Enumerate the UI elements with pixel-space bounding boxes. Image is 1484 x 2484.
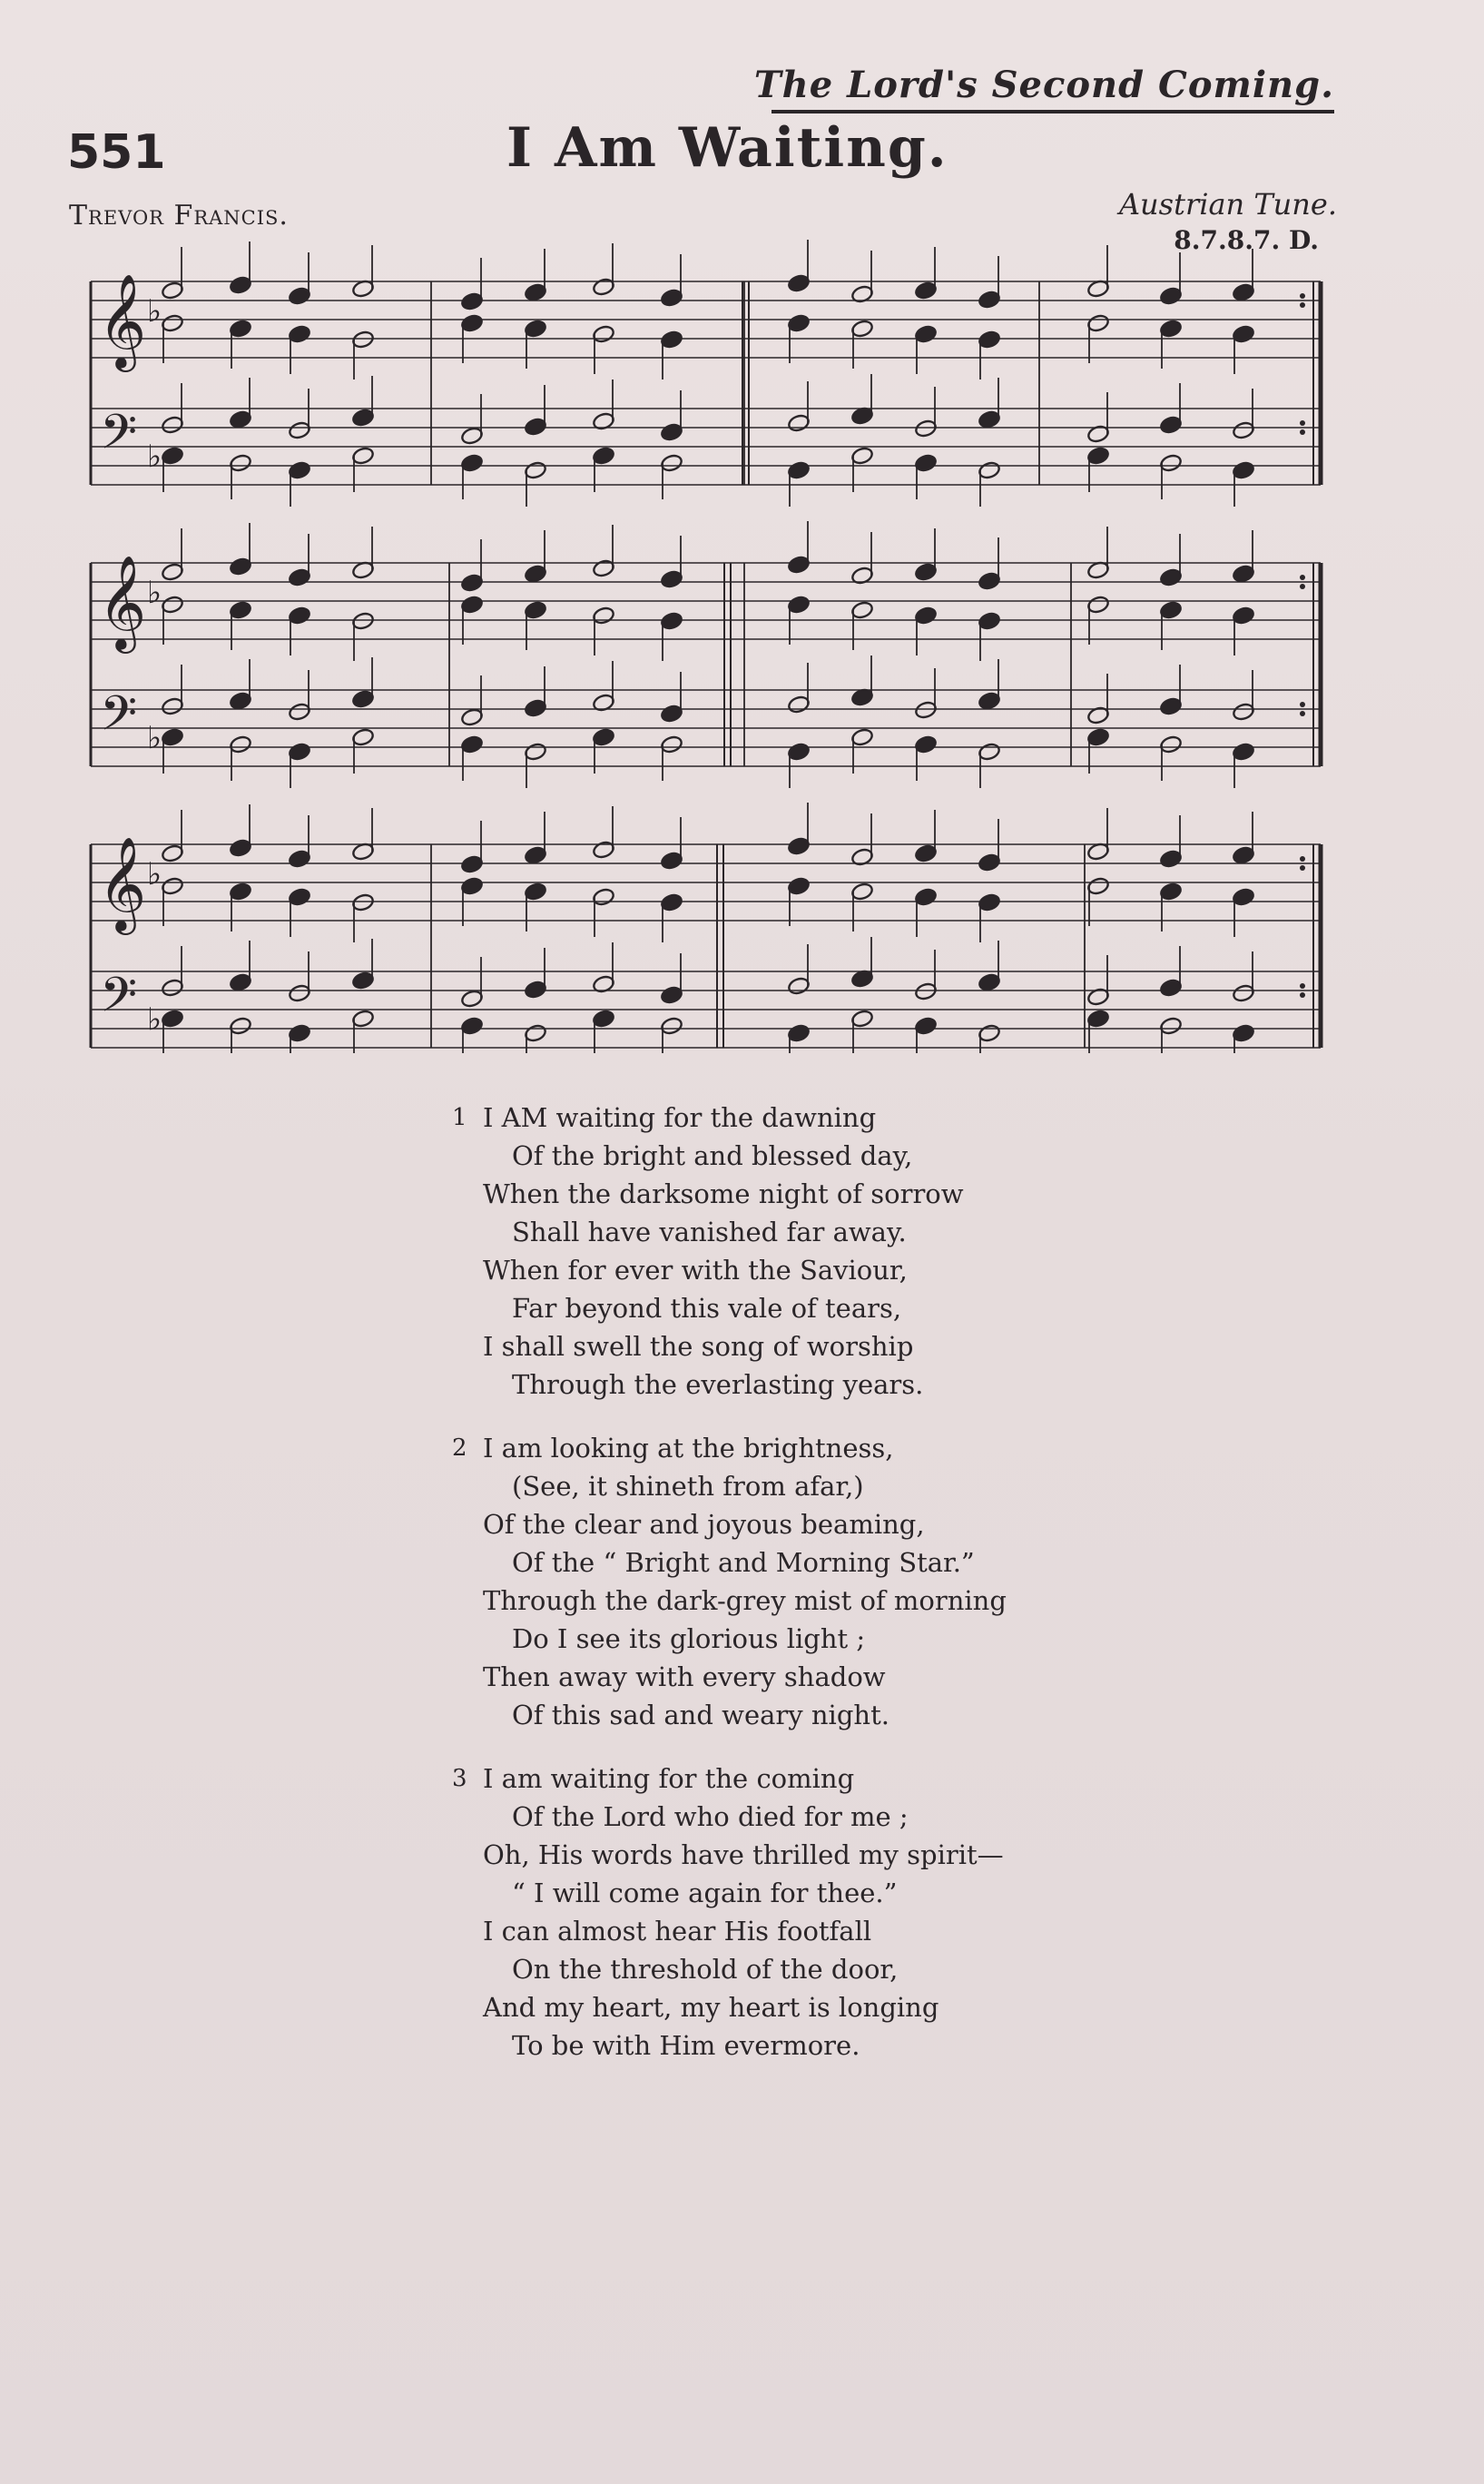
note-head xyxy=(460,707,484,727)
verse-line: Through the dark-grey mist of morning xyxy=(483,1585,1007,1616)
note-head xyxy=(229,1016,252,1036)
note-head xyxy=(787,595,811,615)
note-head xyxy=(1159,319,1183,339)
score-system xyxy=(91,240,1321,507)
note-head xyxy=(914,562,938,582)
verse-line: Far beyond this vale of tears, xyxy=(512,1293,902,1324)
verse-line: To be with Him evermore. xyxy=(512,2030,860,2061)
note-head xyxy=(660,1016,683,1036)
note-head xyxy=(1232,1023,1255,1043)
note-head xyxy=(1159,1016,1183,1036)
verse-line: Oh, His words have thrilled my spirit— xyxy=(483,1839,1004,1870)
verse-line: I shall swell the song of worship xyxy=(483,1331,914,1362)
note-head xyxy=(1086,876,1110,896)
note-head xyxy=(787,976,811,996)
verse-number: 2 xyxy=(452,1434,467,1462)
note-head xyxy=(1232,983,1255,1003)
verse-line: Then away with every shadow xyxy=(483,1661,886,1692)
note-head xyxy=(161,696,184,716)
verse-number: 3 xyxy=(452,1765,467,1792)
note-head xyxy=(351,330,375,350)
note-head xyxy=(460,1016,484,1036)
note-head xyxy=(524,698,547,718)
note-head xyxy=(1232,606,1255,626)
note-head xyxy=(787,742,811,762)
note-head xyxy=(978,290,1001,310)
note-head xyxy=(787,460,811,480)
note-head xyxy=(592,446,615,466)
note-head xyxy=(1159,453,1183,473)
note-head xyxy=(850,727,874,747)
verse-line: And my heart, my heart is longing xyxy=(483,1992,939,2023)
note-head xyxy=(660,611,683,631)
note-head xyxy=(524,564,547,584)
note-head xyxy=(660,851,683,871)
note-head xyxy=(1232,420,1255,440)
note-head xyxy=(288,887,311,907)
verse-line: “ I will come again for thee.” xyxy=(512,1878,898,1908)
repeat-dot xyxy=(1300,429,1305,435)
verse-3 xyxy=(452,1760,1007,2065)
score-systems xyxy=(91,240,1321,1053)
note-head xyxy=(1086,313,1110,333)
repeat-dot xyxy=(1300,584,1305,589)
note-head xyxy=(1159,882,1183,902)
note-head xyxy=(1232,324,1255,344)
note-head xyxy=(660,330,683,350)
note-head xyxy=(660,985,683,1005)
repeat-dot xyxy=(1300,711,1305,716)
note-head xyxy=(229,838,252,858)
note-head xyxy=(914,734,938,754)
note-head xyxy=(1159,567,1183,587)
note-head xyxy=(978,972,1001,992)
note-head xyxy=(592,606,615,626)
note-head xyxy=(1232,887,1255,907)
note-head xyxy=(288,606,311,626)
note-head xyxy=(660,569,683,589)
note-head xyxy=(524,600,547,620)
bass-clef-icon: 𝄢 xyxy=(100,968,138,1035)
verse-line: (See, it shineth from afar,) xyxy=(512,1471,864,1502)
flat-icon: ♭ xyxy=(147,439,162,475)
verse-line: Of this sad and weary night. xyxy=(512,1700,889,1730)
note-head xyxy=(592,727,615,747)
verse-line: I can almost hear His footfall xyxy=(483,1916,872,1947)
note-head xyxy=(914,324,938,344)
note-head xyxy=(460,573,484,593)
note-head xyxy=(524,1023,547,1043)
note-head xyxy=(161,876,184,896)
note-head xyxy=(524,417,547,437)
verse-line: Shall have vanished far away. xyxy=(512,1217,907,1247)
note-head xyxy=(978,409,1001,429)
note-head xyxy=(288,742,311,762)
note-head xyxy=(229,734,252,754)
bass-clef-icon: 𝄢 xyxy=(100,405,138,472)
note-head xyxy=(1159,734,1183,754)
note-head xyxy=(161,415,184,435)
note-head xyxy=(978,853,1001,872)
note-head xyxy=(351,689,375,709)
note-head xyxy=(161,562,184,582)
verse-number: 1 xyxy=(452,1104,467,1131)
note-head xyxy=(1159,978,1183,998)
verse-line: Through the everlasting years. xyxy=(512,1369,924,1400)
note-head xyxy=(460,989,484,1009)
note-head xyxy=(850,446,874,466)
note-head xyxy=(229,557,252,577)
note-head xyxy=(288,567,311,587)
repeat-dot xyxy=(1300,302,1305,308)
bass-clef-icon: 𝄢 xyxy=(100,686,138,754)
note-head xyxy=(787,313,811,333)
note-head xyxy=(978,460,1001,480)
note-head xyxy=(460,453,484,473)
note-head xyxy=(914,606,938,626)
note-head xyxy=(460,426,484,446)
note-head xyxy=(161,313,184,333)
note-head xyxy=(229,882,252,902)
note-head xyxy=(288,983,311,1003)
note-head xyxy=(914,1016,938,1036)
note-head xyxy=(351,446,375,466)
repeat-dot xyxy=(1300,702,1305,707)
note-head xyxy=(351,892,375,912)
note-head xyxy=(351,408,375,428)
note-head xyxy=(978,330,1001,350)
note-head xyxy=(787,413,811,433)
note-head xyxy=(978,892,1001,912)
note-head xyxy=(460,876,484,896)
note-head xyxy=(229,453,252,473)
note-head xyxy=(288,420,311,440)
note-head xyxy=(1232,282,1255,302)
repeat-dot xyxy=(1300,865,1305,871)
tune-name: Austrian Tune. xyxy=(1118,187,1337,222)
verse-line: Of the clear and joyous beaming, xyxy=(483,1509,925,1540)
note-head xyxy=(229,600,252,620)
note-head xyxy=(787,836,811,856)
note-head xyxy=(460,595,484,615)
flat-icon: ♭ xyxy=(147,293,162,330)
note-head xyxy=(914,843,938,863)
note-head xyxy=(978,571,1001,591)
note-head xyxy=(524,460,547,480)
hymn-number: 551 xyxy=(67,125,166,180)
verse-line: I am looking at the brightness, xyxy=(483,1433,894,1464)
note-head xyxy=(229,409,252,429)
verse-line: Of the bright and blessed day, xyxy=(512,1140,913,1171)
flat-icon: ♭ xyxy=(147,1001,162,1038)
note-head xyxy=(1086,727,1110,747)
note-head xyxy=(978,611,1001,631)
note-head xyxy=(524,980,547,1000)
note-head xyxy=(288,286,311,306)
note-head xyxy=(524,845,547,865)
note-head xyxy=(850,319,874,339)
note-head xyxy=(161,843,184,863)
note-head xyxy=(914,887,938,907)
note-head xyxy=(978,742,1001,762)
note-head xyxy=(1159,415,1183,435)
note-head xyxy=(592,887,615,907)
verse-line: Do I see its glorious light ; xyxy=(512,1623,866,1654)
hymn-title: I Am Waiting. xyxy=(506,116,948,180)
note-head xyxy=(524,882,547,902)
note-head xyxy=(161,595,184,615)
note-head xyxy=(351,727,375,747)
flat-icon: ♭ xyxy=(147,720,162,756)
note-head xyxy=(161,978,184,998)
note-head xyxy=(288,460,311,480)
note-head xyxy=(787,555,811,575)
verse-line: When the darksome night of sorrow xyxy=(483,1178,964,1209)
note-head xyxy=(660,892,683,912)
repeat-dot xyxy=(1300,575,1305,580)
music-score xyxy=(0,0,1484,1053)
note-head xyxy=(351,611,375,631)
treble-clef-icon: 𝄞 xyxy=(98,555,147,650)
note-head xyxy=(288,324,311,344)
note-head xyxy=(914,281,938,301)
note-head xyxy=(460,313,484,333)
verse-line: When for ever with the Saviour, xyxy=(483,1255,908,1286)
verse-line: I am waiting for the coming xyxy=(483,1763,855,1794)
note-head xyxy=(660,453,683,473)
note-head xyxy=(460,291,484,311)
verse-line: On the threshold of the door, xyxy=(512,1954,899,1985)
note-head xyxy=(161,446,184,466)
note-head xyxy=(1159,286,1183,306)
verse-line: Of the “ Bright and Morning Star.” xyxy=(512,1547,975,1578)
note-head xyxy=(592,277,615,297)
composer: Trevor Francis. xyxy=(69,200,289,232)
verse-2 xyxy=(452,1429,1007,1734)
note-head xyxy=(978,691,1001,711)
flat-icon: ♭ xyxy=(147,575,162,611)
verse-line: I AM waiting for the dawning xyxy=(483,1102,877,1133)
note-head xyxy=(850,1009,874,1029)
note-head xyxy=(978,1023,1001,1043)
note-head xyxy=(660,422,683,442)
note-head xyxy=(229,972,252,992)
note-head xyxy=(1159,600,1183,620)
score-system xyxy=(91,521,1321,788)
section-header: The Lord's Second Coming. xyxy=(753,64,1334,106)
note-head xyxy=(1232,564,1255,584)
verses xyxy=(452,1099,1007,2090)
note-head xyxy=(1232,845,1255,865)
note-head xyxy=(850,600,874,620)
repeat-dot xyxy=(1300,992,1305,998)
note-head xyxy=(1086,446,1110,466)
flat-icon: ♭ xyxy=(147,856,162,892)
note-head xyxy=(161,281,184,301)
repeat-dot xyxy=(1300,293,1305,299)
note-head xyxy=(592,1009,615,1029)
note-head xyxy=(592,840,615,860)
note-head xyxy=(592,558,615,578)
note-head xyxy=(592,324,615,344)
note-head xyxy=(161,727,184,747)
note-head xyxy=(1232,742,1255,762)
verse-1 xyxy=(452,1099,1007,1404)
note-head xyxy=(288,849,311,869)
note-head xyxy=(1159,696,1183,716)
note-head xyxy=(1232,702,1255,722)
note-head xyxy=(460,854,484,874)
note-head xyxy=(1086,595,1110,615)
note-head xyxy=(524,319,547,339)
repeat-dot xyxy=(1300,420,1305,426)
note-head xyxy=(850,882,874,902)
treble-clef-icon: 𝄞 xyxy=(98,273,147,369)
note-head xyxy=(229,691,252,711)
note-head xyxy=(351,971,375,991)
note-head xyxy=(524,742,547,762)
note-head xyxy=(1159,849,1183,869)
note-head xyxy=(229,319,252,339)
note-head xyxy=(460,734,484,754)
repeat-dot xyxy=(1300,856,1305,862)
note-head xyxy=(787,876,811,896)
note-head xyxy=(161,1009,184,1029)
note-head xyxy=(914,700,938,720)
verse-line: Of the Lord who died for me ; xyxy=(512,1801,909,1832)
treble-clef-icon: 𝄞 xyxy=(98,836,147,932)
note-head xyxy=(1232,460,1255,480)
note-head xyxy=(787,273,811,293)
note-head xyxy=(914,419,938,439)
note-head xyxy=(660,288,683,308)
note-head xyxy=(1086,1009,1110,1029)
note-head xyxy=(660,734,683,754)
repeat-dot xyxy=(1300,983,1305,989)
note-head xyxy=(524,282,547,302)
note-head xyxy=(787,1023,811,1043)
note-head xyxy=(787,695,811,715)
note-head xyxy=(914,981,938,1001)
note-head xyxy=(351,1009,375,1029)
note-head xyxy=(229,275,252,295)
note-head xyxy=(288,1023,311,1043)
note-head xyxy=(660,704,683,724)
score-system xyxy=(91,803,1321,1053)
note-head xyxy=(288,702,311,722)
meter: 8.7.8.7. D. xyxy=(1174,225,1319,255)
note-head xyxy=(914,453,938,473)
